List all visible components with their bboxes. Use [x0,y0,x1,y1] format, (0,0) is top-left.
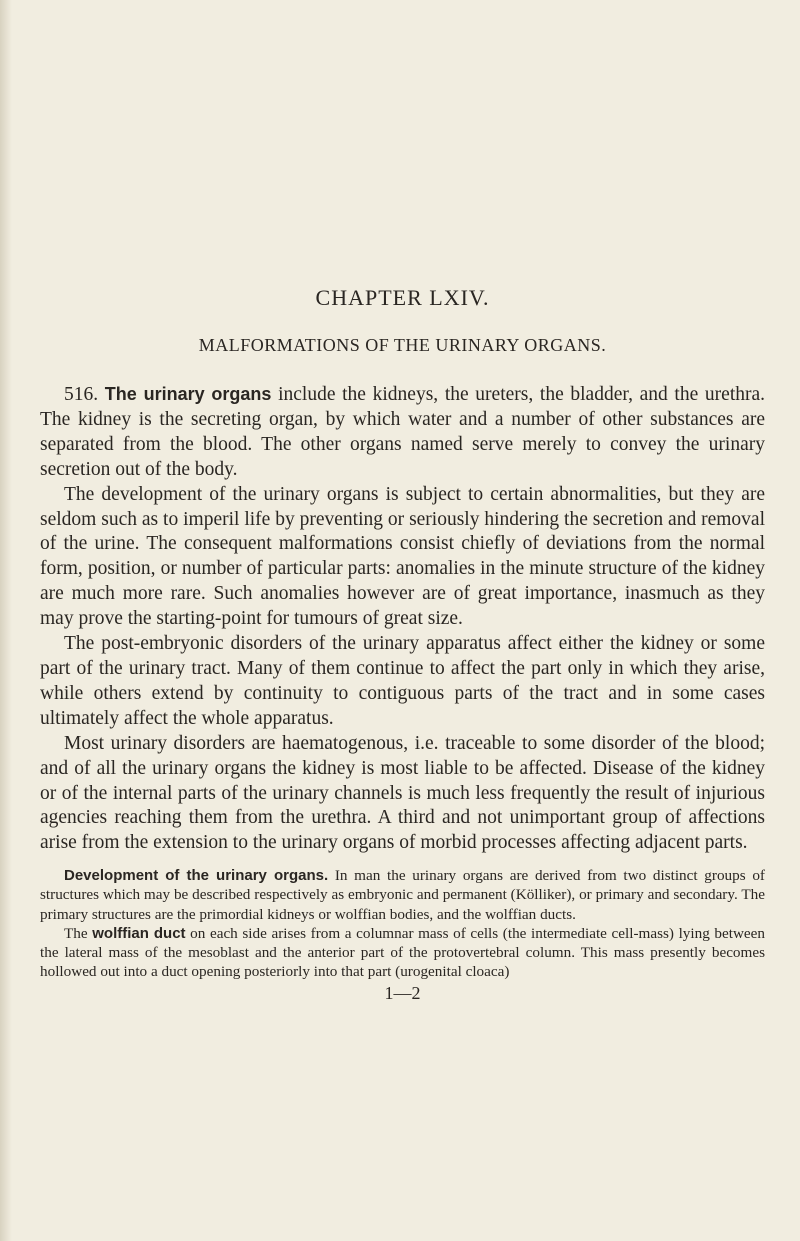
chapter-title: MALFORMATIONS OF THE URINARY ORGANS. [198,335,607,355]
paragraph-bold-lead: The urinary organs [104,384,272,404]
chapter-heading: CHAPTER LXIV. [315,285,490,310]
small-paragraph: Development of the urinary organs. In man the urinary organs are derived from two distinct groups of structures which may be described respectively as embryonic and permanent (Kölliker), or primary and secondary. The primary structures are the primordial kidneys or wolffian bodies, and the wolffian ducts. [40,867,765,923]
small-print-section [40,866,765,981]
small-paragraph-bold-lead: Development of the urinary organs. [64,867,329,885]
main-body [40,382,765,856]
paragraph: The post-embryonic disorders of the urinary apparatus affect either the kidney or some part of the urinary tract. Many of them continue to affect the part only in which they arise, while others extend by continuity to contiguous parts of the tract and in some cases ultimately affect the whole apparatus. [40,633,765,729]
book-page [40,285,765,1004]
paragraph: 516. The urinary organs include the kidneys, the ureters, the bladder, and the urethra. The kidney is the secreting organ, by which water and a number of other substances are separated from the blood. The other organs named serve merely to convey the urinary secretion out of the body. [40,384,766,480]
signature-mark: 1—2 [384,983,421,1004]
small-paragraph-bold-lead: wolffian duct [92,924,186,942]
page-spine-shadow [0,0,12,1241]
paragraph: Most urinary disorders are haematogenous, i.e. traceable to some disorder of the blood; and of all the urinary organs the kidney is most liable to be affected. Disease of the kidney or of the internal parts of the urinary channels is much less frequently the result of injurious agencies reaching them from the urethra. A third and not unimportant group of affections arise from the extension to the urinary organs of morbid processes affecting adjacent parts. [40,732,765,854]
paragraph: The development of the urinary organs is subject to certain abnormalities, but they are seldom such as to imperil life by preventing or seriously hindering the secretion and removal of the urine. The consequent malformations consist chiefly of deviations from the normal form, position, or number of particular parts: anomalies in the minute structure of the kidney are much more rare. Such anomalies however are of great importance, inasmuch as they may prove the starting-point for tumours of great size. [40,483,765,630]
small-paragraph: The wolffian duct on each side arises from a columnar mass of cells (the intermediate cell-mass) lying between the lateral mass of the mesoblast and the anterior part of the protovertebral column. This mass presently becomes hollowed out into a duct opening posteriorly into that part (urogenital cloaca) [40,924,765,981]
